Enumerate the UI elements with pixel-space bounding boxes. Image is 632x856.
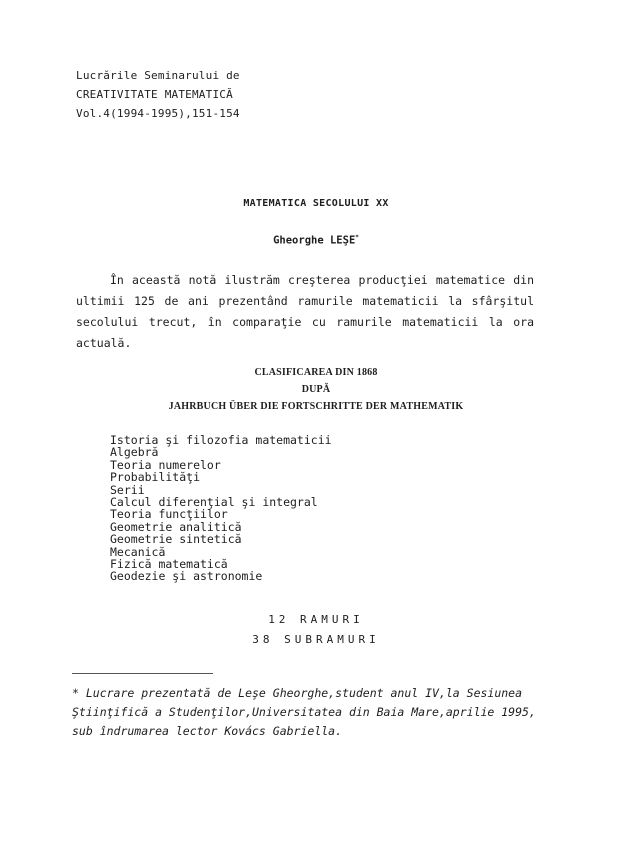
branch-item: Teoria funcţiilor <box>110 507 228 522</box>
author-name: Gheorghe LEŞE <box>273 234 356 247</box>
footnote-divider <box>72 673 213 674</box>
footnote-line: Ştiinţifică a Studenţilor,Universitatea din Baia Mare,aprilie 1995, <box>72 705 536 719</box>
journal-header-line: Vol.4(1994-1995),151-154 <box>76 107 240 120</box>
branch-item: Geodezie şi astronomie <box>110 569 263 584</box>
subbranch-count-line: 38 SUBRAMURI <box>252 633 380 646</box>
branch-item: Mecanică <box>110 544 166 559</box>
footnote-marker: * <box>355 234 359 241</box>
branch-item: Probabilităţi <box>110 470 201 485</box>
journal-header-line: Lucrările Seminarului de <box>76 69 240 82</box>
branch-item: Geometrie analitică <box>110 519 242 534</box>
branch-item: Serii <box>110 482 145 497</box>
footnote <box>72 684 562 741</box>
branch-item: Algebră <box>110 445 159 460</box>
footnote-line: * Lucrare prezentată de Leşe Gheorghe,student anul IV,la Sesiunea <box>72 686 523 700</box>
branch-list <box>110 434 332 583</box>
intro-text: În această notă ilustrăm creşterea producţiei matematice din ultimii 125 de ani prezentând ramurile matematicii la sfârşitul secolului trecut, în comparaţie cu ramurile matematicii la ora actuală. <box>76 273 534 350</box>
journal-header-line: CREATIVITATE MATEMATICĂ <box>76 88 233 101</box>
classification-heading-line: JAHRBUCH ÜBER DIE FORTSCHRITTE DER MATHEMATIK <box>168 401 464 412</box>
branch-item: Teoria numerelor <box>110 457 221 472</box>
footnote-line: sub îndrumarea lector Kovács Gabriella. <box>72 724 343 738</box>
branch-item: Calcul diferenţial şi integral <box>110 495 318 510</box>
paper-title: MATEMATICA SECOLULUI XX <box>243 198 389 209</box>
classification-heading-line: DUPĂ <box>301 384 331 395</box>
classification-heading <box>0 364 632 415</box>
author-line <box>0 234 632 247</box>
intro-paragraph <box>76 270 534 354</box>
branch-item: Fizică matematică <box>110 557 228 572</box>
journal-header <box>76 66 240 123</box>
branch-item: Istoria şi filozofia matematicii <box>110 433 332 447</box>
classification-heading-line: CLASIFICAREA DIN 1868 <box>254 367 378 378</box>
branch-count-line: 12 RAMURI <box>268 613 364 626</box>
branch-item: Geometrie sintetică <box>110 532 242 547</box>
branch-counts <box>0 610 632 650</box>
